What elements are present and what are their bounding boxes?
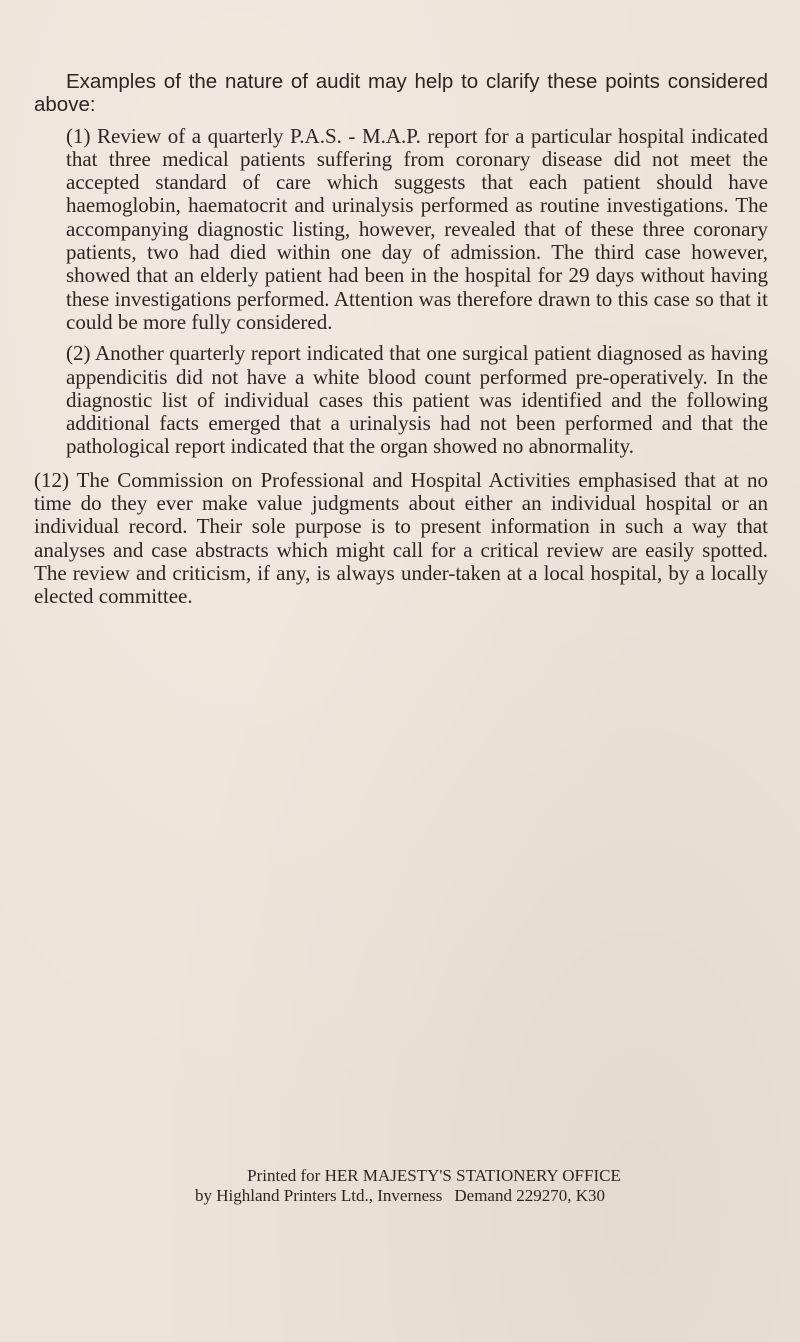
order-number: Demand 229270, K30 (454, 1186, 606, 1205)
imprint-line-1: Printed for HER MAJESTY'S STATIONERY OFFICE (247, 1166, 621, 1185)
example-paragraph-2: (2) Another quarterly report indicated that one surgical patient diagnosed as having appendicitis did not have a white blood count performed pre-operatively. In the diagnostic list of individual cases this patient was identified and the following additional facts emerged that a urinalysis had not been performed and that the pathological report indicated that the organ showed no abnormality. (66, 341, 768, 459)
printer-name: by Highland Printers Ltd., Inverness (194, 1186, 443, 1205)
printer-imprint (0, 1166, 800, 1206)
example-paragraph-1: (1) Review of a quarterly P.A.S. - M.A.P. report for a particular hospital indicated that three medical patients suffering from coronary disease did not meet the accepted standard of care which suggests that each patient should have haemoglobin, haematocrit and urinalysis performed as routine investigations. The accompanying diagnostic listing, however, revealed that of these three coronary patients, two had died within one day of admission. The third case however, showed that an elderly patient had been in the hospital for 29 days without having these investigations performed. Attention was therefore drawn to this case so that it could be more fully considered. (66, 123, 768, 334)
paragraph-12: (12) The Commission on Professional and Hospital Activities emphasised that at no time do they ever make value judgments about either an individual hospital or an individual record. Their sole purpose is to present information in such a way that analyses and case abstracts which might call for a critical review are easily spotted. The review and criticism, if any, is always under-taken at a local hospital, by a locally elected committee. (34, 467, 768, 609)
body-text (34, 70, 768, 609)
imprint-line-2 (0, 1186, 800, 1206)
intro-paragraph: Examples of the nature of audit may help to clarify these points considered above: (34, 70, 768, 117)
